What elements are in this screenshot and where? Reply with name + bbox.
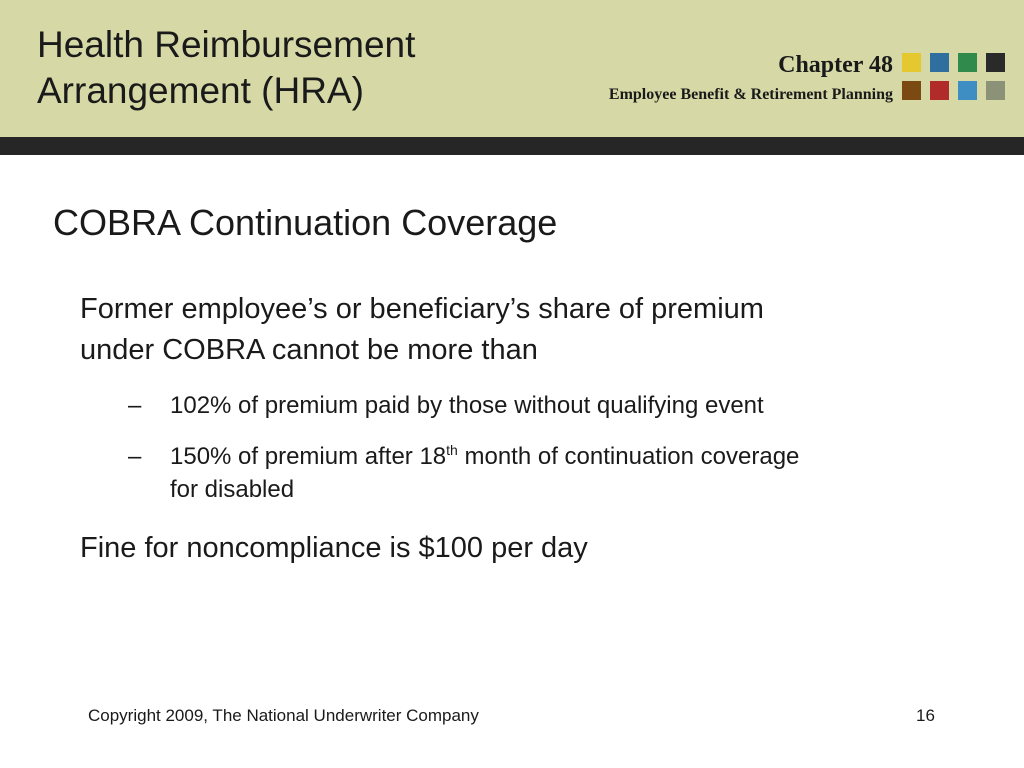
color-squares-decoration [902, 53, 1006, 103]
slide-title: COBRA Continuation Coverage [53, 202, 558, 243]
bullet-premium-line1: Former employee’s or beneficiary’s share of premium [80, 293, 764, 325]
dash-marker: – [128, 392, 142, 419]
header-title [37, 22, 415, 114]
header-divider-bar [0, 137, 1024, 155]
chapter-label: Chapter 48 [778, 52, 893, 78]
book-title: Employee Benefit & Retirement Planning [608, 86, 893, 103]
bullet-premium-share [80, 289, 764, 371]
sub-bullet-150-text [170, 440, 930, 506]
square-top-4 [986, 53, 1005, 72]
header-title-line2: Arrangement (HRA) [37, 70, 364, 111]
sub-bullet-150-line2: for disabled [170, 476, 295, 503]
bullet-premium-line2: under COBRA cannot be more than [80, 334, 538, 366]
footer-copyright: Copyright 2009, The National Underwriter Company [88, 706, 479, 725]
slide-header [0, 0, 1024, 137]
bullet-fine: Fine for noncompliance is $100 per day [80, 532, 588, 564]
ordinal-suffix: th [446, 442, 458, 458]
sub-bullet-150-after: month of continuation coverage [457, 443, 800, 470]
square-bottom-1 [902, 81, 921, 100]
square-bottom-3 [958, 81, 977, 100]
dash-marker: – [128, 443, 142, 470]
page-number: 16 [916, 706, 935, 725]
square-top-1 [902, 53, 921, 72]
square-top-2 [930, 53, 949, 72]
square-top-3 [958, 53, 977, 72]
sub-bullet-150-before: 150% of premium after 18 [170, 443, 447, 470]
sub-bullet-102-text: 102% of premium paid by those without qualifying event [170, 392, 764, 419]
header-title-line1: Health Reimbursement [37, 24, 416, 65]
square-bottom-2 [930, 81, 949, 100]
square-bottom-4 [986, 81, 1005, 100]
sub-bullet-150-line1 [170, 440, 930, 473]
